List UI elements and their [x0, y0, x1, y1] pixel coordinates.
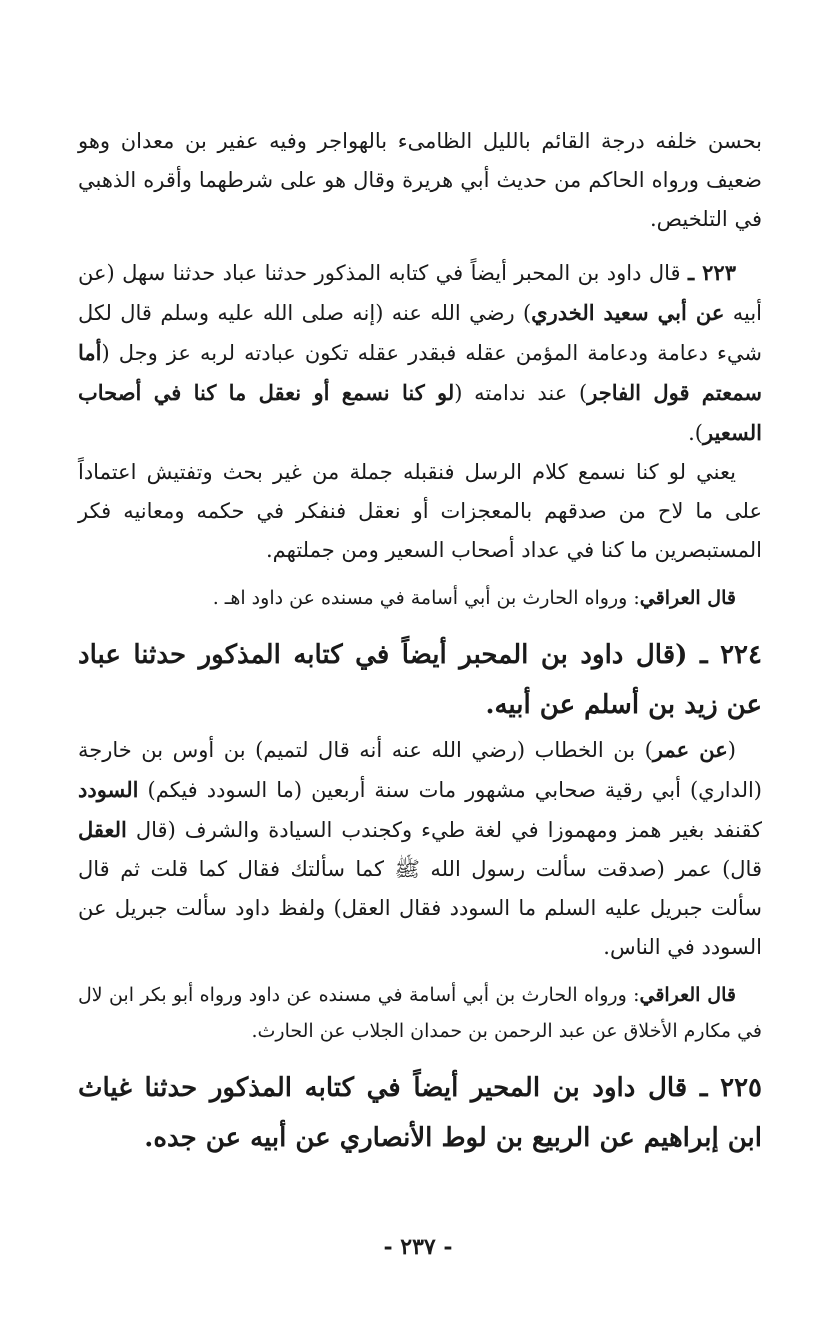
hadith-225-heading: [78, 1063, 762, 1163]
hadith-224-heading: [78, 630, 762, 730]
hadith-223-text-2: ) رضي الله عنه (إنه صلى الله عليه وسلم قال لكل شيء دعامة ودعامة المؤمن عقله فبقدر عقله تكون عبادته لربه عز وجل (: [78, 301, 762, 365]
hadith-223-bold-1: عن أبي سعيد الخدري: [531, 300, 725, 325]
hadith-224-body: [78, 730, 762, 967]
explanation-223: [78, 453, 762, 570]
hadith-224-heading-text: (قال داود بن المحبر أيضاً في كتابه المذكور حدثنا عباد عن زيد بن أسلم عن أبيه.: [78, 640, 762, 720]
iraqi-label: قال العراقي: [639, 587, 736, 609]
page-number: - ٢٣٧ -: [383, 1234, 453, 1260]
hadith-224-open-paren: (: [727, 738, 736, 762]
hadith-224-bold-1: عن عمر: [652, 737, 728, 762]
intro-text: بحسن خلفه درجة القائم بالليل الظامىء بالهواجر وفيه عفير بن معدان وهو ضعيف ورواه الحاكم من حديث أبي هريرة وقال هو على شرطهما وأقره الذهبي في التلخيص.: [78, 129, 762, 231]
iraqi-label: قال العراقي: [639, 984, 736, 1006]
iraqi-note-223: [78, 580, 762, 616]
hadith-223-text-3: ) عند ندامته (: [454, 381, 588, 405]
iraqi-note-224-text: : ورواه الحارث بن أبي أسامة في مسنده عن داود ورواه أبو بكر ابن لال في مكارم الأخلاق عن عبد الرحمن بن حمدان الجلاب عن الحارث.: [78, 984, 762, 1042]
hadith-223-bold-3: لو كنا نسمع أو نعقل ما كنا في أصحاب السعير: [78, 380, 762, 445]
hadith-223: [78, 253, 762, 453]
hadith-224-bold-2: السودد: [78, 777, 139, 802]
hadith-224-text-2: كقنفد بغير همز ومهموزا في لغة طيء وكجندب السيادة والشرف (قال: [126, 818, 762, 842]
hadith-223-text-4: ).: [688, 421, 703, 445]
hadith-223-text-1: قال داود بن المحبر أيضاً في كتابه المذكور حدثنا عباد حدثنا سهل (عن أبيه: [78, 261, 763, 325]
hadith-224-text-3: قال) عمر (صدقت سألت رسول الله ﷺ كما سألتك فقال كما قلت ثم قال سألت جبريل عليه السلم ما السودد فقال العقل) ولفظ داود سألت جبريل عن السودد في الناس.: [78, 857, 762, 959]
hadith-223-bold-2: أما سمعتم قول الفاجر: [78, 340, 762, 405]
hadith-223-number: ٢٢٣ ـ: [687, 260, 736, 285]
hadith-224-text-1: ) بن الخطاب (رضي الله عنه أنه قال لتميم) بن أوس بن خارجة (الداري) أبي رقية صحابي مشهور مات سنة أربعين (ما السودد فيكم): [78, 738, 762, 802]
hadith-224-bold-3: العقل: [78, 817, 127, 842]
explanation-223-text: يعني لو كنا نسمع كلام الرسل فنقبله جملة من غير بحث وتفتيش اعتماداً على ما لاح من صدقهم بالمعجزات أو نعقل فنفكر في حكمه ومعانيه فكر المستبصرين ما كنا في عداد أصحاب السعير ومن جملتهم.: [78, 460, 762, 562]
iraqi-note-223-text: : ورواه الحارث بن أبي أسامة في مسنده عن داود اهـ .: [212, 587, 640, 609]
hadith-225-number: ٢٢٥ ـ: [699, 1073, 763, 1103]
page-body: [78, 122, 762, 1163]
hadith-225-heading-text: قال داود بن المحير أيضاً في كتابه المذكور حدثنا غياث ابن إبراهيم عن الربيع بن لوط الأنصاري عن أبيه عن جده.: [78, 1073, 762, 1153]
intro-paragraph: [78, 122, 762, 239]
hadith-224-number: ٢٢٤ ـ: [699, 640, 762, 670]
iraqi-note-224: [78, 977, 762, 1049]
